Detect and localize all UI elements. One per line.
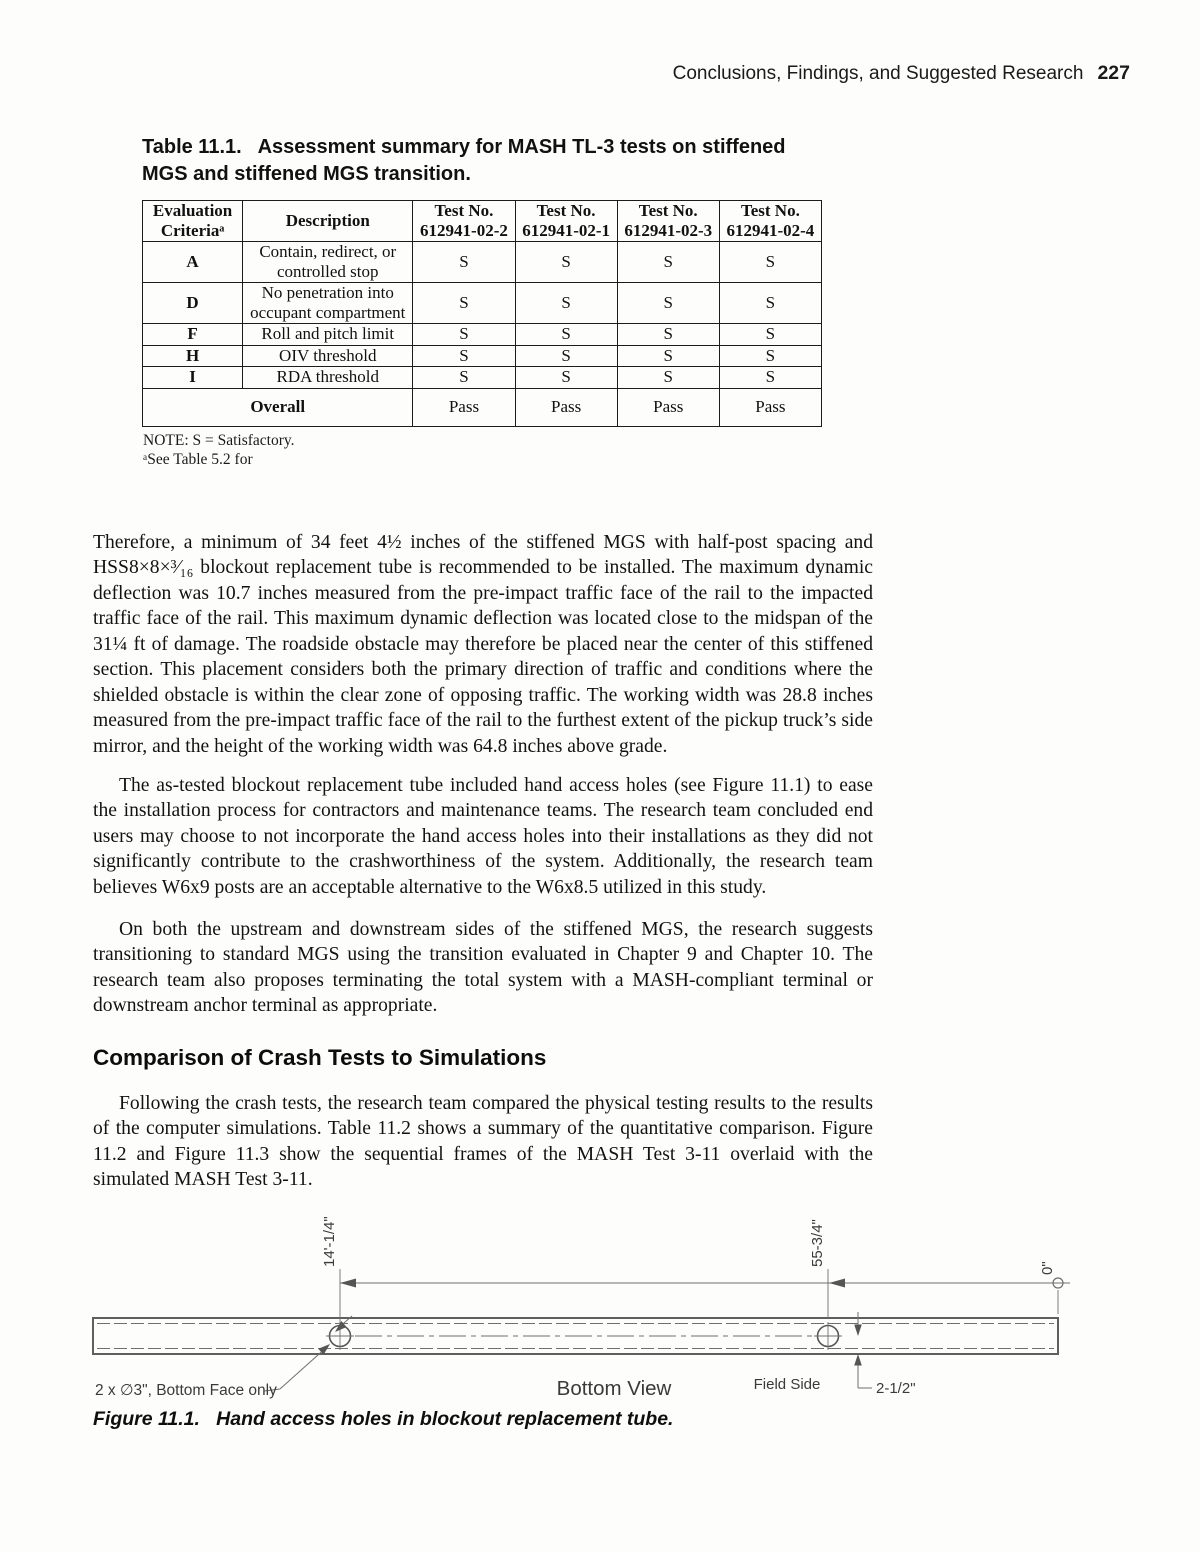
arrow-up [854,1354,862,1366]
value-cell: S [413,242,515,283]
paragraph-transition: On both the upstream and downstream sides of the stiffened MGS, the research suggests transitioning to standard MGS using the transition evaluated in Chapter 9 and Chapter 10. The research team also proposes terminating the total system with a MASH-compliant terminal or downstream anchor terminal as appropriate. [93,918,873,1017]
table-caption: Table 11.1. Assessment summary for MASH TL-3 tests on stiffened MGS and stiffened MGS transition. [142,136,792,185]
overall-value-cell: Pass [617,388,719,426]
table-footnote: ᵃSee Table 5.2 for [143,451,253,468]
value-cell: S [719,345,821,367]
side-name-label: Field Side [753,1376,821,1393]
overall-label-cell: Overall [143,388,413,426]
value-cell: S [515,324,617,346]
dim-label-zero: 0" [1039,1261,1056,1275]
value-cell: S [515,242,617,283]
running-head-title: Conclusions, Findings, and Suggested Research [672,63,1084,84]
holes-note-label: 2 x ∅3", Bottom Face only [95,1382,277,1399]
column-header-test-3: Test No. 612941-02-3 [617,201,719,242]
page-number: 227 [1097,62,1130,84]
column-header-criteria: Evaluation Criteriaᵃ [143,201,243,242]
overall-value-cell: Pass [413,388,515,426]
arrow-hole1 [340,1279,356,1288]
page-header [673,62,1130,85]
dim-label-hole2: 55-3/4" [809,1219,826,1267]
criteria-cell: A [143,242,243,283]
value-cell: S [515,367,617,389]
value-cell: S [515,345,617,367]
value-cell: S [617,324,719,346]
figure-caption: Figure 11.1. Hand access holes in blockout replacement tube. [93,1408,674,1430]
criteria-cell: F [143,324,243,346]
value-cell: S [719,367,821,389]
value-cell: S [719,242,821,283]
table-row [143,345,822,367]
description-cell: Contain, redirect, or controlled stop [243,242,413,283]
arrow-hole2 [829,1279,845,1288]
table-row [143,367,822,389]
blockout-tube-drawing [0,1205,1200,1410]
value-cell: S [719,324,821,346]
overall-value-cell: Pass [719,388,821,426]
column-header-test-2: Test No. 612941-02-2 [413,201,515,242]
view-name-label: Bottom View [556,1377,672,1400]
overall-value-cell: Pass [515,388,617,426]
hole-2 [814,1322,842,1350]
value-cell: S [413,345,515,367]
table-note: NOTE: S = Satisfactory. [143,432,295,449]
description-cell: OIV threshold [243,345,413,367]
table-row [143,324,822,346]
paragraph-comparison: Following the crash tests, the research team compared the physical testing results to the results of the computer simulations. Table 11.2 shows a summary of the quantitative comparison. Figure 11.2 and Figure 11.3 show the sequential frames of the MASH Test 3-11 overlaid with the simulated MASH Test 3-11. [93,1092,873,1191]
value-cell: S [413,283,515,324]
table-row [143,242,822,283]
column-header-description: Description [243,201,413,242]
value-cell: S [617,242,719,283]
value-cell: S [719,283,821,324]
datum-symbol [1046,1278,1070,1314]
criteria-cell: D [143,283,243,324]
assessment-table [142,200,822,427]
description-cell: RDA threshold [243,367,413,389]
value-cell: S [515,283,617,324]
value-cell: S [617,367,719,389]
dim-label-offset: 2-1/2" [876,1380,916,1397]
description-cell: Roll and pitch limit [243,324,413,346]
paragraph-deflection: Therefore, a minimum of 34 feet 4½ inches of the stiffened MGS with half-post spacing and HSS8×8×³⁄₁₆ blockout replacement tube is recommended to be installed. The maximum dynamic deflection was 10.7 inches measured from the pre-impact traffic face of the rail to the impacted traffic face of the rail. This maximum dynamic deflection was located close to the midspan of the 31¼ ft of damage. The roadside obstacle may therefore be placed near the center of this stiffened section. This placement considers both the primary direction of traffic and conditions where the shielded obstacle is within the clear zone of opposing traffic. The working width was 28.8 inches measured from the pre-impact traffic face of the rail to the furthest extent of the pickup truck’s side mirror, and the height of the working width was 64.8 inches above grade. [93,531,873,757]
value-cell: S [617,283,719,324]
value-cell: S [413,324,515,346]
dim-label-hole1: 14'-1/4" [321,1216,338,1267]
table-notes [143,431,295,469]
section-heading: Comparison of Crash Tests to Simulations [93,1044,547,1070]
description-cell: No penetration into occupant compartment [243,283,413,324]
arrow-down [854,1325,862,1337]
value-cell: S [617,345,719,367]
tube-outline [93,1318,1058,1354]
value-cell: S [413,367,515,389]
table-overall-row [143,388,822,426]
table-header-row [143,201,822,242]
criteria-cell: I [143,367,243,389]
criteria-cell: H [143,345,243,367]
column-header-test-1: Test No. 612941-02-1 [515,201,617,242]
dimension-line [335,1269,1070,1332]
table-row [143,283,822,324]
column-header-test-4: Test No. 612941-02-4 [719,201,821,242]
paragraph-hand-access: The as-tested blockout replacement tube included hand access holes (see Figure 11.1) to ease the installation process for contractors and maintenance teams. The research team concluded end users may choose to not incorporate the hand access holes into their installations as they did not significantly contribute to the crashworthiness of the system. Additionally, the research team believes W6x9 posts are an acceptable alternative to the W6x8.5 utilized in this study. [93,774,873,898]
